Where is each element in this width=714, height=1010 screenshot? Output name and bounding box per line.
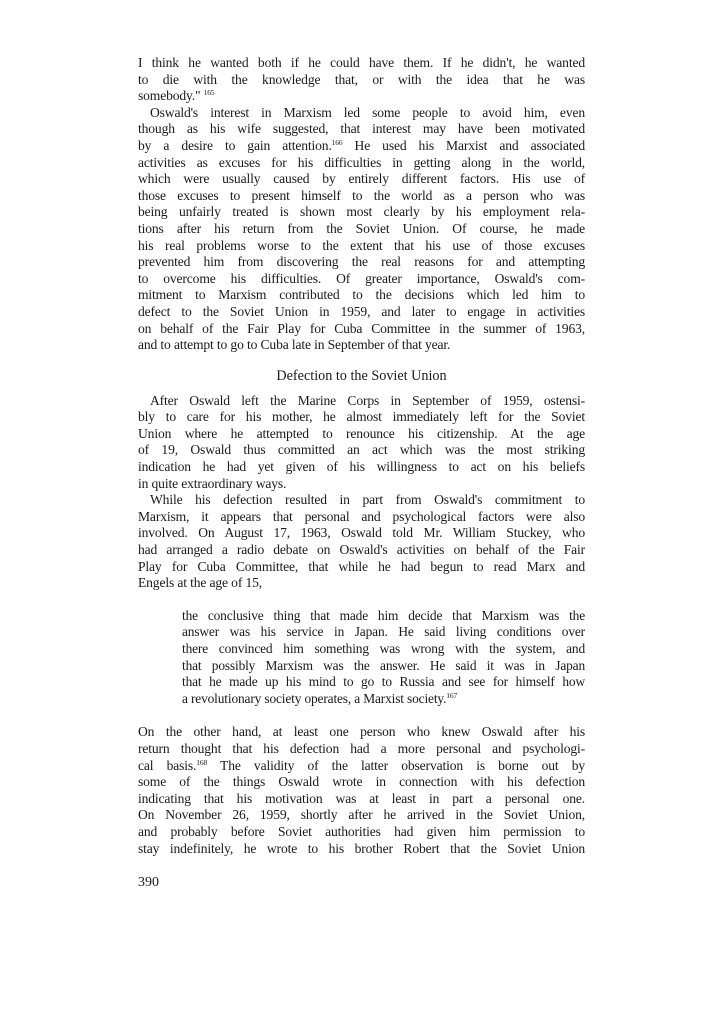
- text-line: bly to care for his mother, he almost immediately left for the Soviet: [138, 409, 585, 425]
- text-line: Marxism, it appears that personal and psychological factors were also: [138, 508, 585, 524]
- paragraph: [138, 724, 585, 857]
- text-line: [138, 138, 585, 155]
- text-line: though as his wife suggested, that interest may have been motivated: [138, 121, 585, 137]
- text-line: Engels at the age of 15,: [138, 575, 262, 591]
- text-line: prevented him from discovering the real reasons for and attempting: [138, 254, 585, 270]
- text-line: I think he wanted both if he could have them. If he didn't, he wanted: [138, 55, 585, 70]
- text-line: indicating that his motivation was at least in part a personal one.: [138, 790, 585, 806]
- text-line: the conclusive thing that made him decide that Marxism was the: [182, 607, 585, 623]
- line-text: by a desire to gain attention.: [138, 137, 332, 153]
- text-line: stay indefinitely, he wrote to his brother Robert that the Soviet Union: [138, 840, 585, 856]
- text-line: being unfairly treated is shown most clearly by his employment rela-: [138, 204, 585, 220]
- line-text: The validity of the latter observation is borne out by: [207, 757, 585, 773]
- text-line: After Oswald left the Marine Corps in September of 1959, ostensi-: [150, 392, 585, 408]
- text-line: had arranged a radio debate on Oswald's activities on behalf of the Fair: [138, 542, 585, 558]
- text-line: Oswald's interest in Marxism led some people to avoid him, even: [150, 104, 585, 120]
- text-line: indication he had yet given of his willingness to act on his beliefs: [138, 459, 585, 475]
- line-text: somebody.": [138, 88, 201, 104]
- text-line: On the other hand, at least one person who knew Oswald after his: [138, 724, 585, 740]
- text-line: return thought that his defection had a more personal and psychologi-: [138, 740, 585, 756]
- text-line: and to attempt to go to Cuba late in September of that year.: [138, 337, 451, 353]
- line-text: He used his Marxist and associated: [342, 137, 585, 153]
- text-line: of 19, Oswald thus committed an act which was the most striking: [138, 442, 585, 458]
- text-line: and probably before Soviet authorities had given him permission to: [138, 823, 585, 839]
- text-line: defect to the Soviet Union in 1959, and later to engage in activities: [138, 303, 585, 319]
- text-line: in quite extraordinary ways.: [138, 475, 287, 491]
- footnote-ref: 165: [203, 88, 215, 98]
- section-heading: Defection to the Soviet Union: [276, 367, 447, 384]
- text-line: activities as excuses for his difficulties in getting along in the world,: [138, 154, 585, 170]
- text-line: tions after his return from the Soviet Union. Of course, he made: [138, 220, 585, 236]
- footnote-ref: 168: [196, 757, 208, 767]
- text-line: [138, 88, 585, 105]
- block-quote: [138, 608, 585, 708]
- text-line: that he made up his mind to go to Russia and see for himself how: [182, 674, 585, 690]
- text-line: his real problems worse to the extent that his use of those excuses: [138, 237, 585, 253]
- paragraph: [138, 393, 585, 493]
- text-line: involved. On August 17, 1963, Oswald told Mr. William Stuckey, who: [138, 525, 585, 541]
- document-page: [138, 55, 585, 892]
- text-line: to overcome his difficulties. Of greater importance, Oswald's com-: [138, 270, 585, 286]
- text-line: those excuses to present himself to the world as a person who was: [138, 187, 585, 203]
- paragraph: [138, 492, 585, 592]
- footnote-ref: 166: [331, 137, 343, 147]
- text-line: Play for Cuba Committee, that while he had begun to read Marx and: [138, 558, 585, 574]
- text-line: On November 26, 1959, shortly after he arrived in the Soviet Union,: [138, 807, 585, 823]
- line-text: cal basis.: [138, 757, 197, 773]
- text-line: some of the things Oswald wrote in connection with his defection: [138, 774, 585, 790]
- paragraph: [138, 55, 585, 105]
- text-line: While his defection resulted in part from Oswald's commitment to: [150, 492, 585, 508]
- text-line: to die with the knowledge that, or with the idea that he was: [138, 71, 585, 87]
- text-line: [138, 758, 585, 775]
- text-line: [182, 691, 585, 708]
- text-line: on behalf of the Fair Play for Cuba Committee in the summer of 1963,: [138, 320, 585, 336]
- footnote-ref: 167: [446, 690, 458, 700]
- text-line: mitment to Marxism contributed to the decisions which led him to: [138, 287, 585, 303]
- text-line: that possibly Marxism was the answer. He said it was in Japan: [182, 657, 585, 673]
- text-line: Union where he attempted to renounce his citizenship. At the age: [138, 425, 585, 441]
- page-number: 390: [138, 875, 159, 891]
- text-line: there convinced him something was wrong with the system, and: [182, 641, 585, 656]
- text-line: answer was his service in Japan. He said living conditions over: [182, 624, 585, 640]
- line-text: a revolutionary society operates, a Marxist society.: [182, 690, 447, 706]
- text-line: which were usually caused by entirely different factors. His use of: [138, 171, 585, 187]
- paragraph: [138, 105, 585, 354]
